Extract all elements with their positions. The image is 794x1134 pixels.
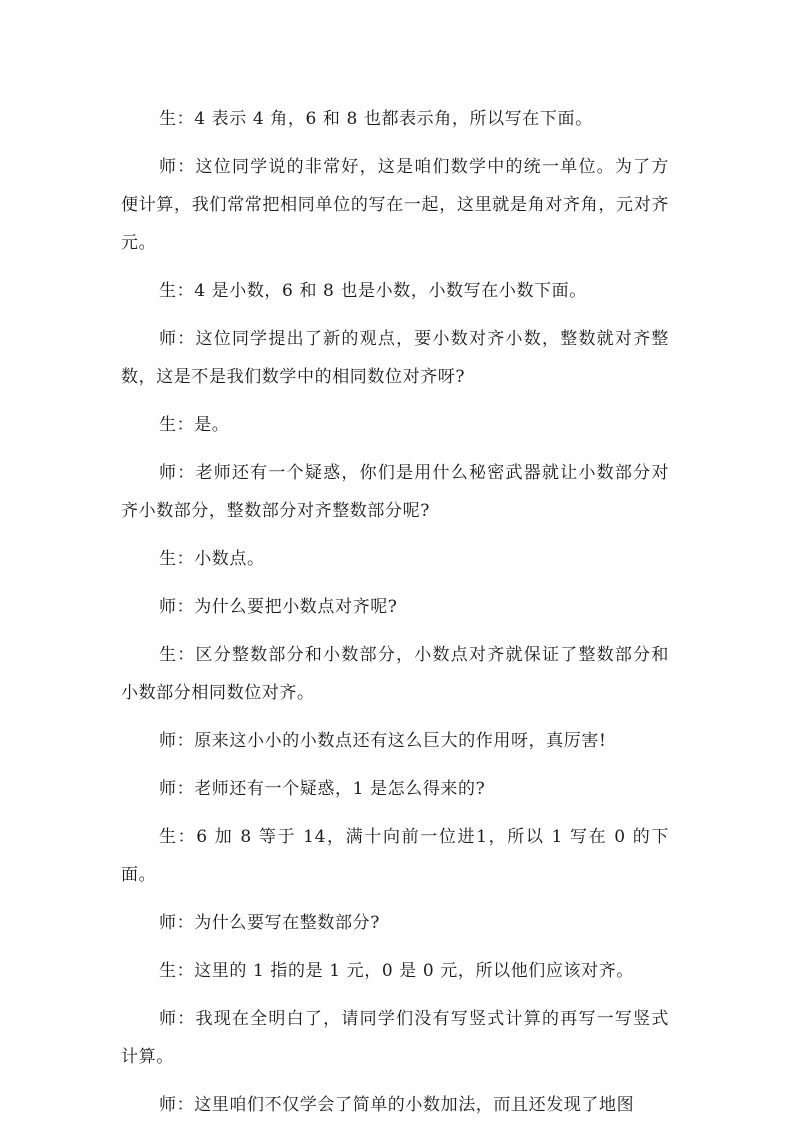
paragraph: 生：这里的 1 指的是 1 元，0 是 0 元，所以他们应该对齐。 <box>159 961 634 981</box>
paragraph: 师：这里咱们不仅学会了简单的小数加法，而且还发现了地图 <box>159 1095 635 1115</box>
paragraph: 生：4 是小数，6 和 8 也是小数，小数写在小数下面。 <box>159 281 587 301</box>
paragraph: 师：老师还有一个疑惑，1 是怎么得来的? <box>159 779 486 799</box>
paragraph: 生：是。 <box>159 415 230 435</box>
paragraph: 生：小数点。 <box>159 549 265 569</box>
paragraph: 生：4 表示 4 角，6 和 8 也都表示角，所以写在下面。 <box>159 109 593 129</box>
paragraph: 师：这位同学说的非常好，这是咱们数学中的统一单位。为了方便计算，我们常常把相同单位的写在一起，这里就是角对齐角，元对齐元。 <box>121 157 669 253</box>
paragraph: 师：为什么要把小数点对齐呢? <box>159 597 398 617</box>
document-body <box>121 100 669 1134</box>
paragraph: 师：我现在全明白了，请同学们没有写竖式计算的再写一写竖式计算。 <box>121 1009 669 1067</box>
paragraph: 师：这位同学提出了新的观点，要小数对齐小数，整数就对齐整数，这是不是我们数学中的相同数位对齐呀? <box>121 329 669 387</box>
paragraph: 师：老师还有一个疑惑，你们是用什么秘密武器就让小数部分对齐小数部分，整数部分对齐整数部分呢? <box>121 463 669 521</box>
paragraph: 师：为什么要写在整数部分? <box>159 913 380 933</box>
paragraph: 师：原来这小小的小数点还有这么巨大的作用呀，真厉害! <box>159 731 607 751</box>
paragraph: 生：6 加 8 等于 14，满十向前一位进1，所以 1 写在 0 的下面。 <box>121 827 669 885</box>
paragraph: 生：区分整数部分和小数部分，小数点对齐就保证了整数部分和小数部分相同数位对齐。 <box>121 645 669 703</box>
